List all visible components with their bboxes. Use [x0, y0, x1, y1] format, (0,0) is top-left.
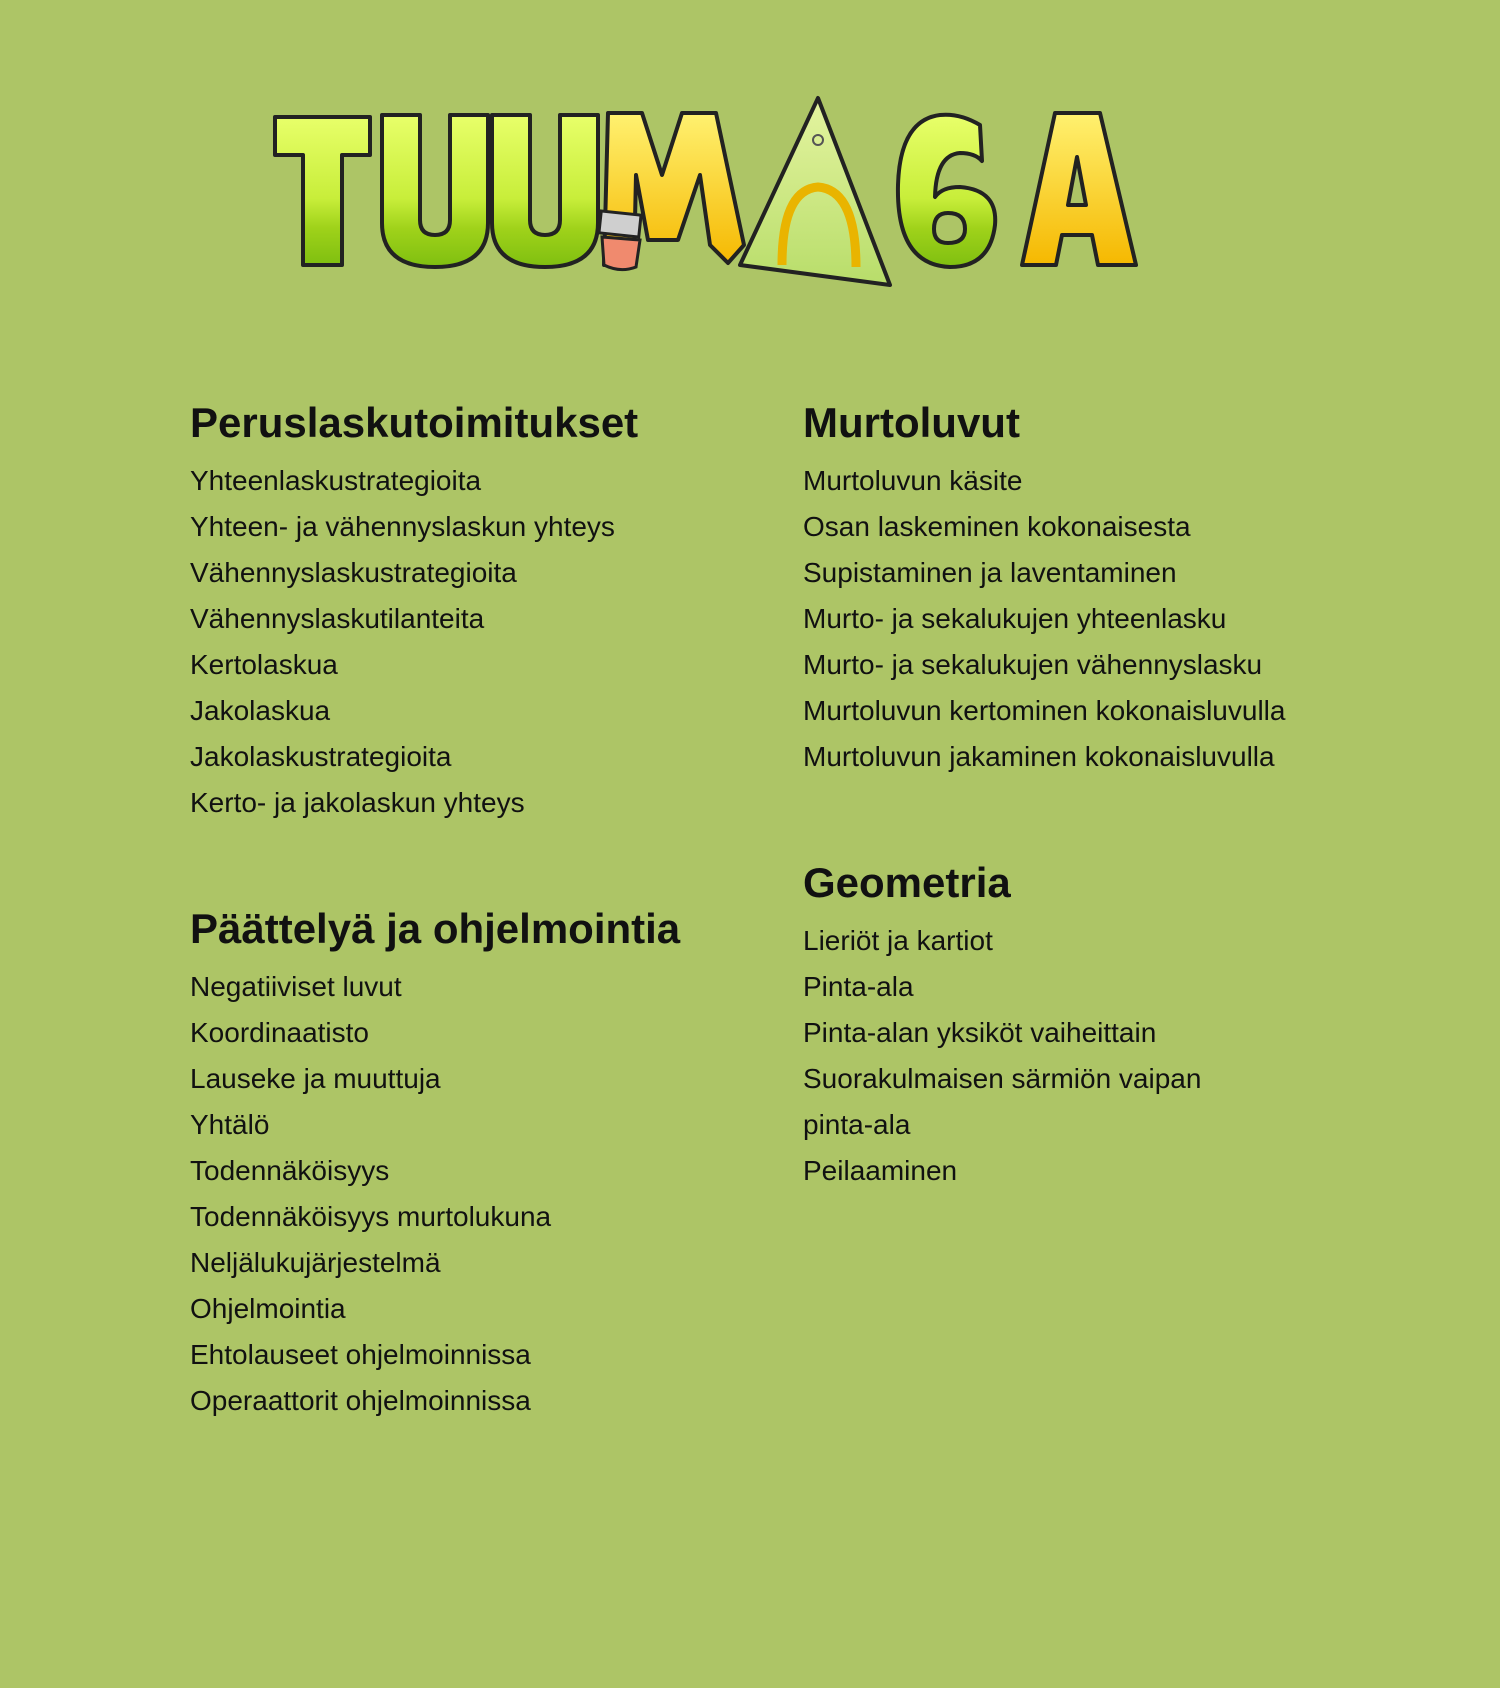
- list-item: Yhteenlaskustrategioita: [190, 465, 482, 496]
- list-item: Murtoluvun käsite: [803, 465, 1023, 496]
- list-item: Osan laskeminen kokonaisesta: [803, 511, 1191, 542]
- list-item: Suorakulmaisen särmiön vaipan: [803, 1063, 1202, 1094]
- topic-list: [803, 918, 1443, 1194]
- section-murtoluvut: [803, 398, 1443, 780]
- tuuma-6a-logo: [270, 95, 1210, 310]
- list-item: Jakolaskua: [190, 695, 331, 726]
- list-item: Vähennyslaskutilanteita: [190, 603, 485, 634]
- list-item: Peilaaminen: [803, 1155, 958, 1186]
- list-item: Jakolaskustrategioita: [190, 741, 452, 772]
- section-title: Päättelyä ja ohjelmointia: [190, 905, 681, 952]
- list-item: Kertolaskua: [190, 649, 338, 680]
- list-item: Todennäköisyys murtolukuna: [190, 1201, 552, 1232]
- section-title: Peruslaskutoimitukset: [190, 399, 639, 446]
- section-title: Murtoluvut: [803, 399, 1020, 446]
- list-item: Operaattorit ohjelmoinnissa: [190, 1385, 531, 1416]
- list-item: Murto- ja sekalukujen yhteenlasku: [803, 603, 1227, 634]
- section-geometria: [803, 858, 1443, 1194]
- list-item: Kerto- ja jakolaskun yhteys: [190, 787, 525, 818]
- list-item: Koordinaatisto: [190, 1017, 370, 1048]
- list-item: Lauseke ja muuttuja: [190, 1063, 441, 1094]
- list-item: Pinta-ala: [803, 971, 914, 1002]
- section-title: Geometria: [803, 859, 1011, 906]
- list-item: Neljälukujärjestelmä: [190, 1247, 441, 1278]
- list-item: Vähennyslaskustrategioita: [190, 557, 517, 588]
- list-item: Murtoluvun kertominen kokonaisluvulla: [803, 695, 1286, 726]
- topic-list: [190, 458, 830, 826]
- list-item: Yhteen- ja vähennyslaskun yhteys: [190, 511, 615, 542]
- list-item: Lieriöt ja kartiot: [803, 925, 993, 956]
- list-item: Ehtolauseet ohjelmoinnissa: [190, 1339, 531, 1370]
- list-item: Supistaminen ja laventaminen: [803, 557, 1177, 588]
- topic-list: [190, 964, 830, 1424]
- section-paattelya-ja-ohjelmointia: [190, 904, 830, 1424]
- list-item: Ohjelmointia: [190, 1293, 346, 1324]
- topic-list: [803, 458, 1443, 780]
- section-peruslaskutoimitukset: [190, 398, 830, 826]
- list-item: Yhtälö: [190, 1109, 270, 1140]
- list-item: pinta-ala: [803, 1109, 911, 1140]
- list-item: Pinta-alan yksiköt vaiheittain: [803, 1017, 1157, 1048]
- list-item: Negatiiviset luvut: [190, 971, 402, 1002]
- list-item: Murtoluvun jakaminen kokonaisluvulla: [803, 741, 1275, 772]
- list-item: Todennäköisyys: [190, 1155, 390, 1186]
- list-item: Murto- ja sekalukujen vähennyslasku: [803, 649, 1263, 680]
